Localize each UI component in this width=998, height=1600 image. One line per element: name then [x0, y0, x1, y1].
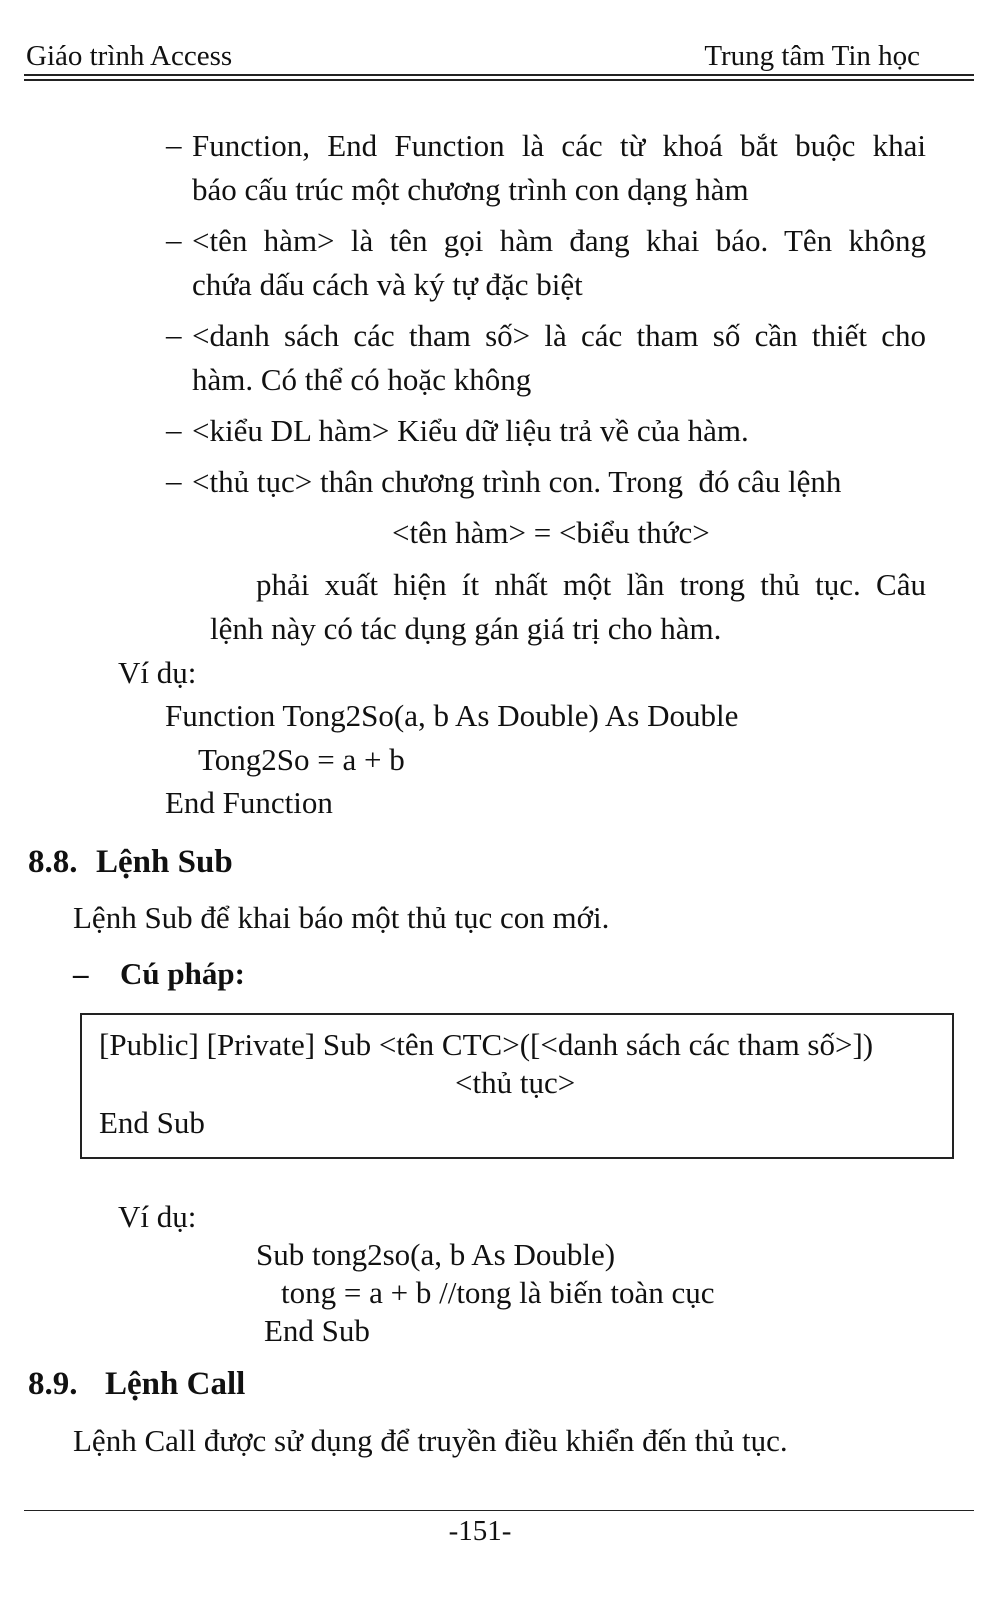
syntax-line-1: [Public] [Private] Sub <tên CTC>([<danh sách các tham số>]): [99, 1027, 874, 1062]
sub-example-code-line: tong = a + b //tong là biến toàn cục: [281, 1275, 715, 1310]
syntax-dash: –: [73, 956, 89, 991]
syntax-line-3: End Sub: [99, 1105, 205, 1140]
assignment-note-line-1: phải xuất hiện ít nhất một lần trong thủ tục. Câu: [256, 567, 926, 602]
footer-rule: [24, 1510, 974, 1511]
note-3-line-2: hàm. Có thể có hoặc không: [192, 362, 532, 397]
sub-example-code-line: End Sub: [264, 1313, 370, 1348]
function-example-code-line: Function Tong2So(a, b As Double) As Double: [165, 698, 739, 733]
note-3-line-1: <danh sách các tham số> là các tham số cần thiết cho: [192, 318, 926, 353]
header-left: Giáo trình Access: [26, 40, 233, 72]
sub-example-label: Ví dụ:: [118, 1199, 197, 1234]
section-description: Lệnh Call được sử dụng để truyền điều khiển đến thủ tục.: [73, 1423, 788, 1458]
note-1-line-1: Function, End Function là các từ khoá bắt buộc khai: [192, 128, 926, 163]
note-dash: –: [166, 127, 182, 162]
syntax-label: Cú pháp:: [120, 956, 245, 991]
note-dash: –: [166, 412, 182, 447]
section-title: Lệnh Call: [105, 1366, 246, 1402]
section-description: Lệnh Sub để khai báo một thủ tục con mới.: [73, 900, 610, 935]
section-number: 8.9.: [28, 1366, 78, 1402]
header-rule-top: [24, 74, 974, 76]
syntax-line-2: <thủ tục>: [455, 1065, 576, 1100]
note-4-line-1: <kiểu DL hàm> Kiểu dữ liệu trả về của hàm.: [192, 413, 749, 448]
sub-example-code-line: Sub tong2so(a, b As Double): [256, 1237, 616, 1272]
note-2-line-1: <tên hàm> là tên gọi hàm đang khai báo. Tên không: [192, 223, 926, 258]
assignment-statement: <tên hàm> = <biểu thức>: [392, 515, 710, 550]
header-rule-bottom: [24, 79, 974, 81]
function-example-label: Ví dụ:: [118, 655, 197, 690]
note-dash: –: [166, 463, 182, 498]
note-5-line-1: <thủ tục> thân chương trình con. Trong đó câu lệnh: [192, 464, 842, 499]
note-2-line-2: chứa dấu cách và ký tự đặc biệt: [192, 267, 583, 302]
function-example-code-line: Tong2So = a + b: [198, 742, 405, 777]
assignment-note-line-2: lệnh này có tác dụng gán giá trị cho hàm.: [210, 611, 722, 646]
note-dash: –: [166, 317, 182, 352]
note-1-line-2: báo cấu trúc một chương trình con dạng hàm: [192, 172, 749, 207]
note-dash: –: [166, 222, 182, 257]
page-number: -151-: [448, 1515, 512, 1547]
section-number: 8.8.: [28, 844, 78, 880]
header-right: Trung tâm Tin học: [704, 40, 920, 72]
function-example-code-line: End Function: [165, 785, 333, 820]
section-title: Lệnh Sub: [96, 844, 233, 880]
